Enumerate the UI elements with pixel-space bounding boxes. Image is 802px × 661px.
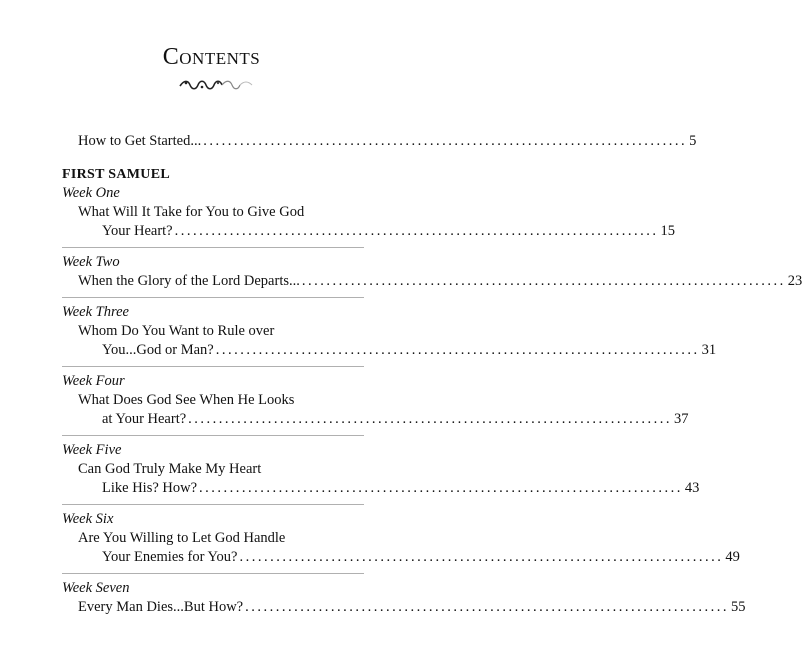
week-label: Week One [62,185,120,201]
toc-entry-text: Your Enemies for You? [102,549,238,565]
leader-dots: ............................................................................... [245,599,729,615]
week-title-continued [62,222,675,241]
page-number: 37 [674,411,689,427]
leader-dots: ............................................................................... [215,342,700,358]
week-title [62,272,802,291]
week-title: Are You Willing to Let God Handle [78,530,286,546]
page-number: 31 [701,342,717,358]
page-number: 49 [725,549,740,565]
week-label: Week Two [62,254,120,270]
leader-dots: ............................................................................... [174,223,659,239]
toc-entry-text: You...God or Man? [102,342,214,358]
week-title-continued [62,548,740,567]
page-number: 15 [660,223,675,239]
toc-week-six[interactable] [62,510,740,567]
leader-dots: ............................................................................... [199,480,683,496]
leader-dots: ............................................................................... [239,549,724,565]
divider [62,435,364,436]
divider [62,573,364,574]
toc-entry-text: Like His? How? [102,480,198,496]
toc-week-five[interactable] [62,441,700,498]
leader-dots: ............................................................................... [188,411,673,427]
week-title: What Does God See When He Looks [78,392,295,408]
toc-week-three[interactable] [62,303,717,360]
page-number: 55 [730,599,746,615]
page-number: 5 [689,133,697,149]
divider [62,247,364,248]
week-title [62,598,746,617]
week-title: Can God Truly Make My Heart [78,461,262,477]
toc-week-one[interactable] [62,184,675,241]
leader-dots: ............................................................................... [203,133,688,149]
week-label: Week Seven [62,580,130,596]
page-title: Contents [162,44,261,70]
toc-entry-text: at Your Heart? [102,411,187,427]
page-number: 23 [787,273,802,289]
week-title-continued [62,341,717,360]
leader-dots: ............................................................................... [301,273,786,289]
toc-entry-text: When the Glory of the Lord Departs... [78,273,300,289]
toc-entry-intro[interactable] [62,132,697,151]
divider [62,504,364,505]
page-number: 43 [684,480,700,496]
toc-week-four[interactable] [62,372,689,429]
week-label: Week Five [62,442,122,458]
week-label: Week Six [62,511,114,527]
week-title-continued [62,410,689,429]
toc-entry-text: Every Man Dies...But How? [78,599,244,615]
week-title: What Will It Take for You to Give God [78,204,305,220]
ornament-flourish-icon [176,78,256,92]
section-heading: FIRST SAMUEL [62,167,170,182]
table-of-contents [62,132,802,617]
week-label: Week Four [62,373,125,389]
week-title: Whom Do You Want to Rule over [78,323,275,339]
divider [62,366,364,367]
toc-week-seven[interactable] [62,579,746,617]
toc-entry-text: How to Get Started... [78,133,202,149]
toc-week-two[interactable] [62,253,802,291]
toc-entry-text: Your Heart? [102,223,173,239]
week-title-continued [62,479,700,498]
divider [62,297,364,298]
week-label: Week Three [62,304,129,320]
